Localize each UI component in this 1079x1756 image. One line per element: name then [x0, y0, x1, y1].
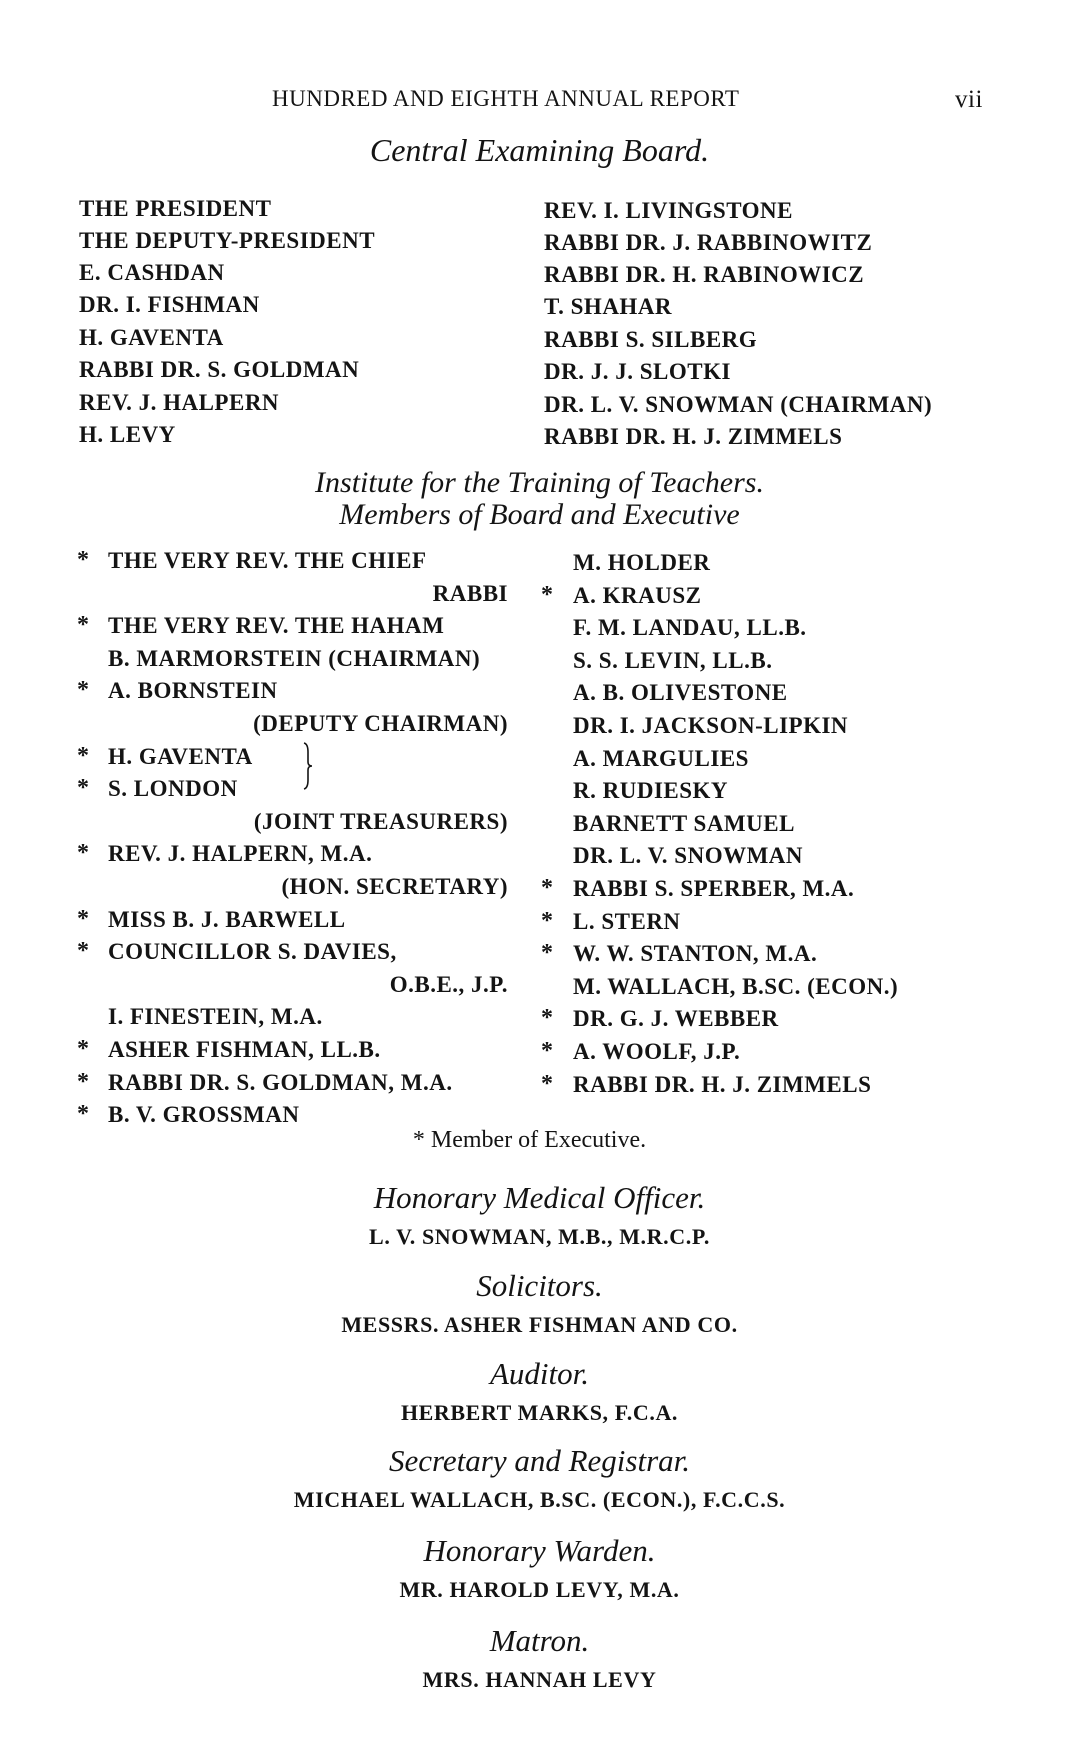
- central-board-member: THE PRESIDENT: [79, 196, 272, 221]
- institute-member: A. MARGULIES: [573, 745, 749, 771]
- section-title-institute: Institute for the Training of Teachers.: [315, 466, 764, 499]
- institute-member: RABBI S. SPERBER, M.A.: [573, 876, 855, 901]
- institute-member: O.B.E., J.P.: [389, 971, 508, 997]
- joint-treasurers-brace: [303, 742, 313, 790]
- central-board-member: REV. I. LIVINGSTONE: [544, 198, 793, 223]
- executive-star-marker: *: [541, 1070, 553, 1097]
- institute-member: A. KRAUSZ: [573, 582, 702, 608]
- institute-member: (DEPUTY CHAIRMAN): [253, 711, 508, 736]
- officer-name: MR. HAROLD LEVY, M.A.: [399, 1577, 680, 1602]
- page-number: vii: [955, 86, 983, 113]
- central-board-member: REV. J. HALPERN: [79, 390, 280, 415]
- institute-member: A. BORNSTEIN: [108, 678, 278, 704]
- running-title: HUNDRED AND EIGHTH ANNUAL REPORT: [272, 86, 740, 111]
- institute-member: THE VERY REV. THE HAHAM: [108, 613, 445, 639]
- institute-member: COUNCILLOR S. DAVIES,: [108, 939, 397, 965]
- executive-footnote: * Member of Executive.: [412, 1127, 647, 1153]
- executive-star-marker: *: [77, 1068, 89, 1095]
- executive-star-marker: *: [77, 1101, 89, 1128]
- central-board-member: E. CASHDAN: [79, 260, 225, 285]
- executive-star-marker: *: [541, 875, 553, 901]
- institute-member: THE VERY REV. THE CHIEF: [108, 548, 427, 573]
- officer-title: Matron.: [489, 1623, 590, 1658]
- institute-member: B. MARMORSTEIN (CHAIRMAN): [108, 645, 481, 671]
- section-title-central-examining-board: Central Examining Board.: [369, 132, 710, 168]
- institute-member: I. FINESTEIN, M.A.: [108, 1004, 323, 1030]
- executive-star-marker: *: [541, 940, 553, 967]
- officer-title: Auditor.: [489, 1356, 590, 1391]
- central-board-member: DR. I. FISHMAN: [79, 292, 260, 317]
- section-subtitle-members: Members of Board and Executive: [339, 498, 740, 531]
- executive-star-marker: *: [77, 840, 89, 867]
- institute-member: RABBI: [432, 580, 508, 606]
- executive-star-marker: *: [77, 677, 89, 704]
- central-board-member: T. SHAHAR: [544, 294, 673, 319]
- central-board-member: DR. L. V. SNOWMAN (CHAIRMAN): [544, 392, 933, 417]
- institute-member: S. S. LEVIN, LL.B.: [573, 647, 773, 673]
- institute-member: R. RUDIESKY: [573, 778, 729, 804]
- central-board-member: H. LEVY: [79, 422, 176, 447]
- executive-star-marker: *: [541, 907, 553, 934]
- executive-star-marker: *: [77, 612, 89, 639]
- officer-name: MICHAEL WALLACH, B.SC. (ECON.), F.C.C.S.: [293, 1487, 786, 1512]
- executive-star-marker: *: [77, 547, 89, 573]
- officer-title: Solicitors.: [476, 1268, 603, 1303]
- officer-name: MESSRS. ASHER FISHMAN AND CO.: [341, 1312, 738, 1337]
- institute-member: S. LONDON: [108, 776, 238, 802]
- institute-member: DR. G. J. WEBBER: [573, 1006, 779, 1032]
- executive-star-marker: *: [77, 742, 89, 769]
- institute-member: RABBI DR. H. J. ZIMMELS: [573, 1071, 872, 1097]
- institute-member: MISS B. J. BARWELL: [108, 906, 346, 932]
- institute-member: (HON. SECRETARY): [281, 874, 508, 899]
- executive-star-marker: *: [77, 1036, 89, 1062]
- executive-star-marker: *: [77, 905, 89, 932]
- executive-star-marker: *: [541, 1038, 553, 1064]
- institute-member: H. GAVENTA: [108, 743, 253, 769]
- central-board-member: DR. J. J. SLOTKI: [544, 359, 731, 384]
- institute-member: W. W. STANTON, M.A.: [573, 941, 818, 967]
- institute-member: DR. I. JACKSON-LIPKIN: [573, 713, 849, 738]
- executive-star-marker: *: [77, 775, 89, 802]
- central-board-member: RABBI DR. J. RABBINOWITZ: [544, 230, 873, 255]
- central-board-member: RABBI S. SILBERG: [544, 327, 758, 352]
- officer-name: HERBERT MARKS, F.C.A.: [400, 1400, 679, 1425]
- institute-member: ASHER FISHMAN, LL.B.: [108, 1037, 381, 1062]
- institute-member: DR. L. V. SNOWMAN: [573, 843, 804, 869]
- institute-member: A. WOOLF, J.P.: [573, 1039, 741, 1064]
- officer-title: Honorary Warden.: [423, 1533, 656, 1568]
- institute-member: BARNETT SAMUEL: [573, 810, 795, 836]
- institute-member: A. B. OLIVESTONE: [573, 680, 788, 706]
- institute-member: REV. J. HALPERN, M.A.: [108, 841, 373, 867]
- central-board-member: RABBI DR. S. GOLDMAN: [79, 357, 360, 382]
- institute-member: F. M. LANDAU, LL.B.: [573, 615, 807, 641]
- institute-member: M. HOLDER: [573, 550, 711, 575]
- central-board-member: RABBI DR. H. J. ZIMMELS: [544, 424, 843, 449]
- central-board-member: RABBI DR. H. RABINOWICZ: [544, 262, 865, 287]
- officer-title: Honorary Medical Officer.: [373, 1180, 706, 1215]
- executive-star-marker: *: [77, 938, 89, 965]
- officer-name: MRS. HANNAH LEVY: [422, 1667, 657, 1692]
- institute-member: (JOINT TREASURERS): [253, 808, 508, 834]
- institute-member: M. WALLACH, B.SC. (ECON.): [573, 973, 899, 999]
- central-board-member: THE DEPUTY-PRESIDENT: [79, 228, 376, 253]
- officer-name: L. V. SNOWMAN, M.B., M.R.C.P.: [369, 1224, 710, 1249]
- institute-member: L. STERN: [573, 908, 681, 934]
- institute-member: B. V. GROSSMAN: [108, 1102, 300, 1128]
- institute-member: RABBI DR. S. GOLDMAN, M.A.: [108, 1069, 453, 1095]
- executive-star-marker: *: [541, 581, 553, 608]
- officer-title: Secretary and Registrar.: [388, 1443, 691, 1478]
- executive-star-marker: *: [541, 1005, 553, 1032]
- central-board-member: H. GAVENTA: [79, 325, 224, 350]
